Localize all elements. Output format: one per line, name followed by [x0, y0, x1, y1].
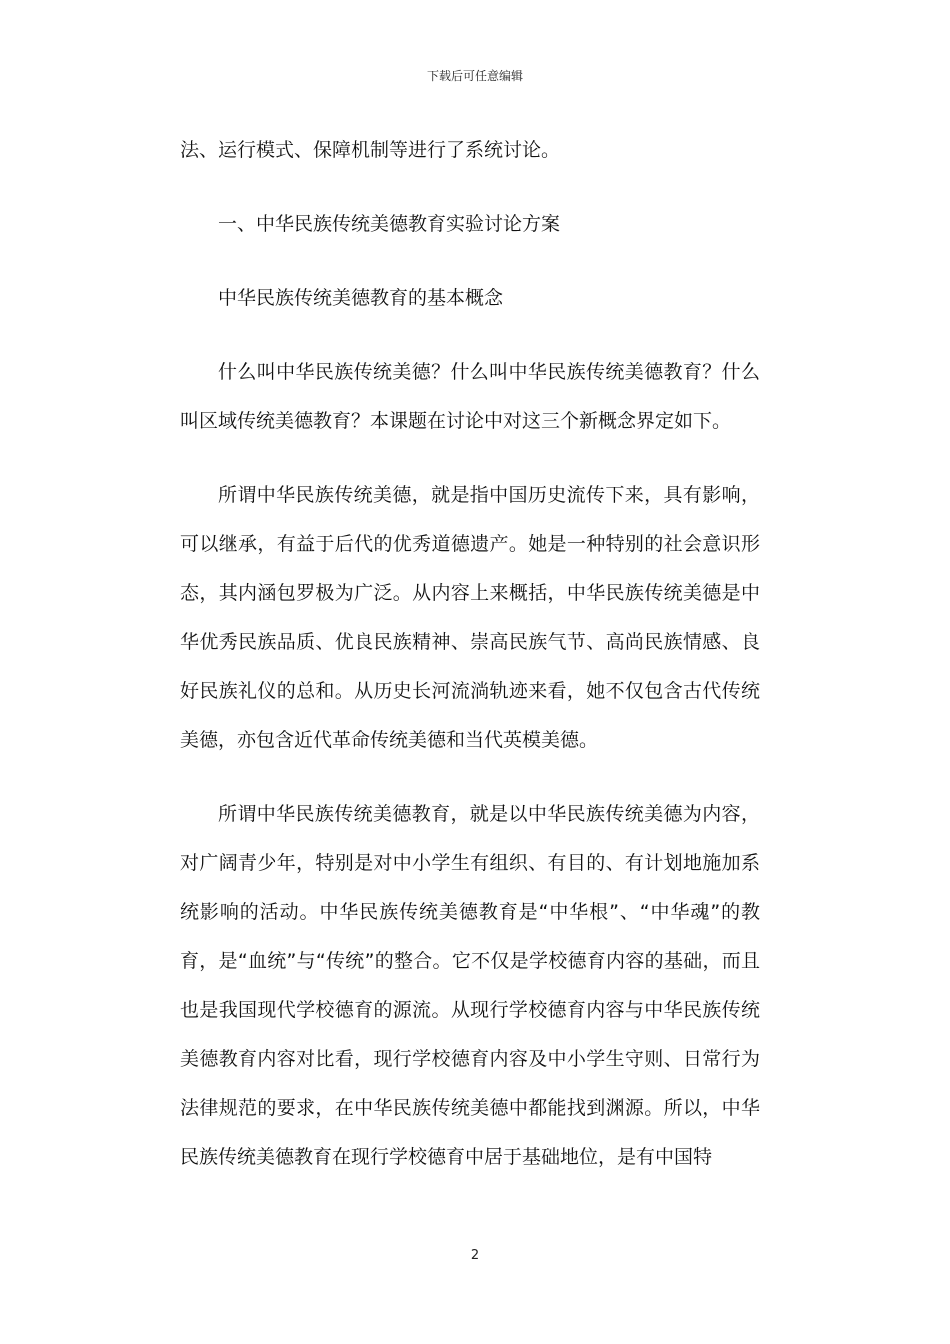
paragraph-continuation: 法、运行模式、保障机制等进行了系统讨论。 [180, 139, 561, 161]
paragraph-definition-education: 所谓中华民族传统美德教育，就是以中华民族传统美德为内容，对广阔青少年，特别是对中小学生有组织、有目的、有计划地施加系统影响的活动。中华民族传统美德教育是“中华根”、“中华魂”的教育，是“血统”与“传统”的整合。它不仅是学校德育内容的基础，而且也是我国现代学校德育的源流。从现行学校德育内容与中华民族传统美德教育内容对比看，现行学校德育内容及中小学生守则、日常行为法律规范的要求，在中华民族传统美德中都能找到渊源。所以，中华民族传统美德教育在现行学校德育中居于基础地位，是有中国特 [180, 803, 760, 1168]
page-number: 2 [470, 1248, 480, 1263]
header-text: 下载后可任意编辑 [426, 69, 523, 83]
subsection-heading: 中华民族传统美德教育的基本概念 [218, 287, 504, 309]
page-header [0, 68, 950, 84]
document-body [180, 126, 760, 1207]
paragraph-questions: 什么叫中华民族传统美德？什么叫中华民族传统美德教育？什么叫区域传统美德教育？本课题在讨论中对这三个新概念界定如下。 [180, 361, 760, 432]
paragraph-definition-virtue: 所谓中华民族传统美德，就是指中国历史流传下来，具有影响，可以继承，有益于后代的优秀道德遗产。她是一种特别的社会意识形态，其内涵包罗极为广泛。从内容上来概括，中华民族传统美德是中华优秀民族品质、优良民族精神、崇高民族气节、高尚民族情感、良好民族礼仪的总和。从历史长河流淌轨迹来看，她不仅包含古代传统美德，亦包含近代革命传统美德和当代英模美德。 [180, 484, 760, 751]
section-heading: 一、中华民族传统美德教育实验讨论方案 [218, 213, 561, 235]
page-footer [0, 1247, 950, 1265]
